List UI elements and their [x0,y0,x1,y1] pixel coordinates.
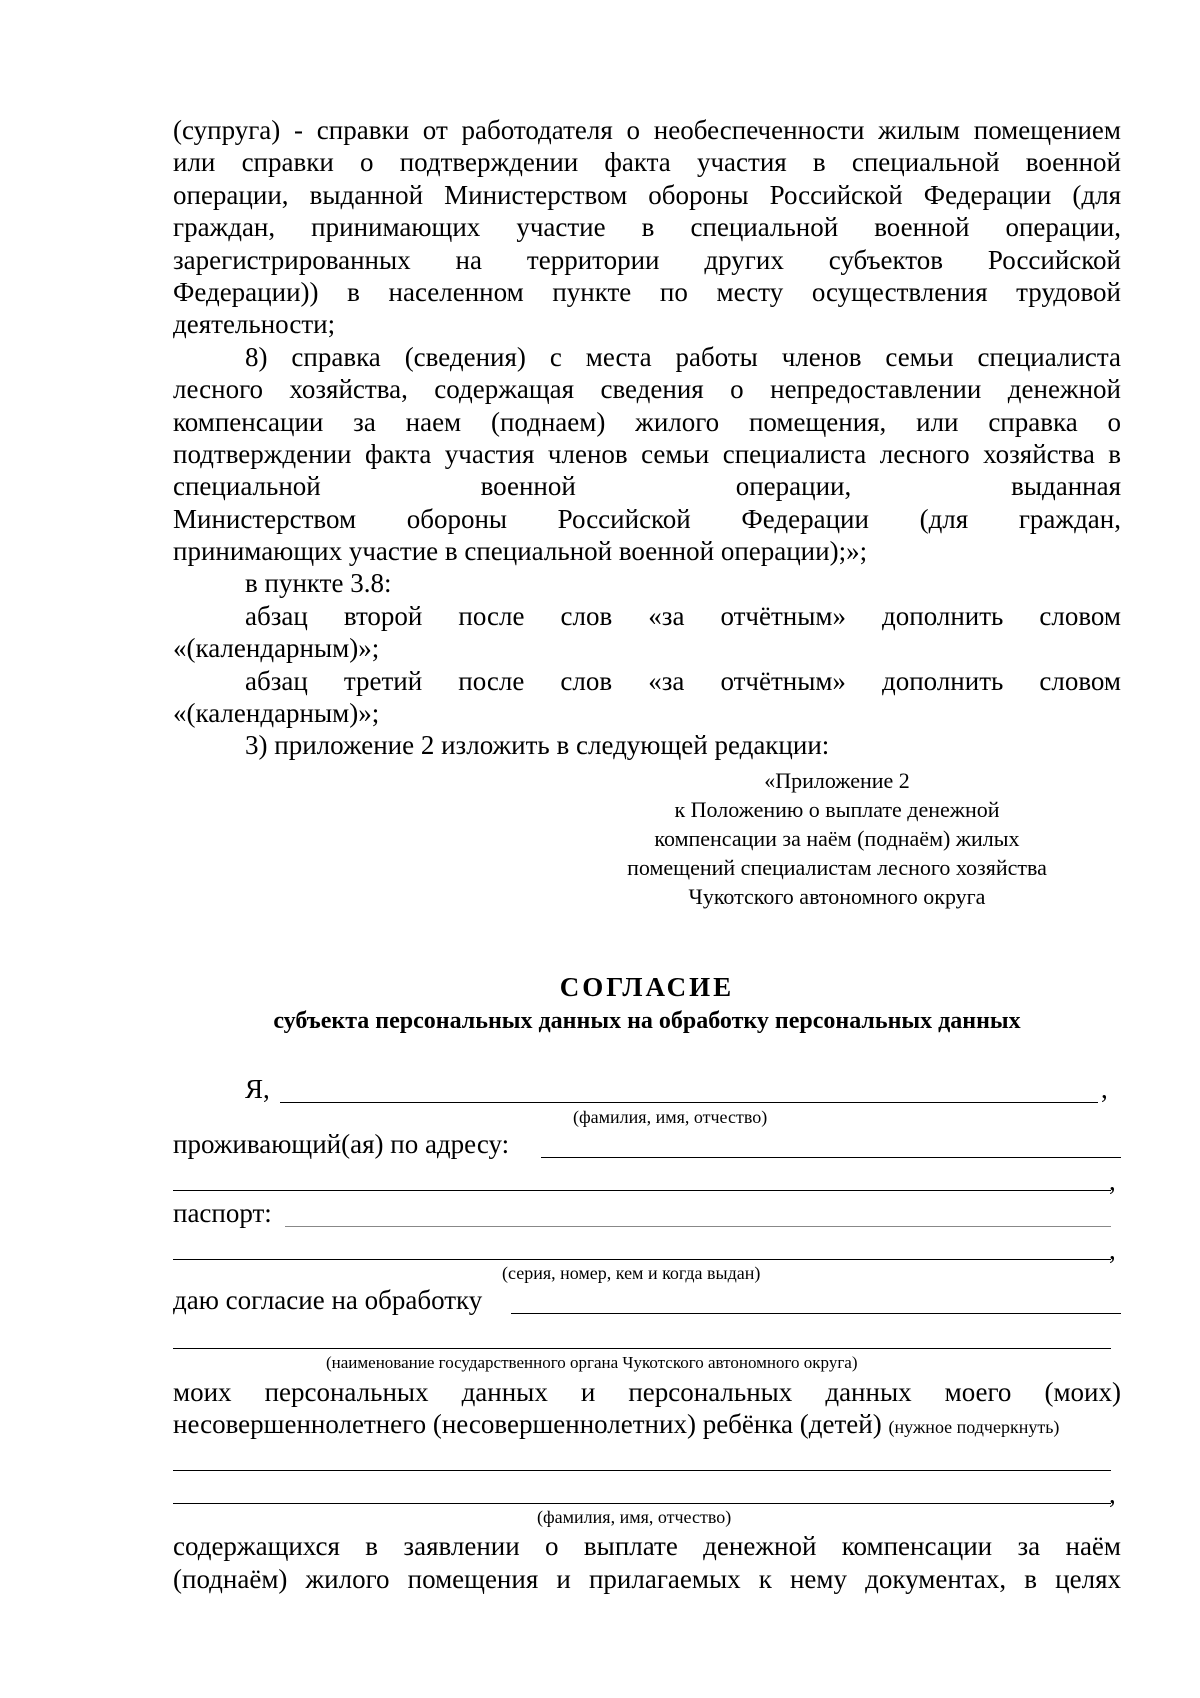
consent-label: даю согласие на обработку [173,1285,483,1315]
appendix-line: Чукотского автономного округа [688,884,986,909]
comma: , [1109,1479,1116,1509]
address-label: проживающий(ая) по адресу: [173,1129,510,1159]
child-field-line2[interactable] [173,1503,1111,1504]
my-data-text: несовершеннолетнего (несовершеннолетних) ребёнка (детей) [173,1409,882,1439]
child-field[interactable] [173,1470,1111,1471]
consent-title: СОГЛАСИЕ [559,972,735,1002]
paragraph-third: абзац третий после слов «за отчётным» дополнить словом [245,665,1121,696]
org-hint: (наименование государственного органа Чукотского автономного округа) [326,1353,858,1372]
paragraph-third-cont: «(календарным)»; [173,698,380,729]
item8-line: принимающих участие в специальной военной операции);»; [173,536,868,567]
comma: , [1101,1074,1108,1104]
my-data-line: моих персональных данных и персональных данных моего (моих) [173,1377,1121,1407]
passport-label: паспорт: [173,1198,272,1228]
appendix-line: к Положению о выплате денежной [674,797,1000,822]
appendix-header [577,766,1097,911]
body-line: операции, выданной Министерством обороны Российской Федерации (для [173,179,1121,210]
paragraph-second-cont: «(календарным)»; [173,633,380,664]
appendix-line: «Приложение 2 [764,768,910,793]
underline-hint: (нужное подчеркнуть) [888,1417,1060,1437]
consent-subtitle: субъекта персональных данных на обработку персональных данных [273,1008,1021,1034]
fio-hint: (фамилия, имя, отчество) [573,1107,768,1127]
final-line: содержащихся в заявлении о выплате денежной компенсации за наём [173,1531,1121,1561]
paragraph-second: абзац второй после слов «за отчётным» дополнить словом [245,600,1121,631]
comma: , [1109,1235,1116,1265]
child-fio-hint: (фамилия, имя, отчество) [537,1507,732,1527]
fio-field[interactable] [280,1102,1098,1103]
body-line: деятельности; [173,309,336,340]
ya-label: Я, [245,1074,270,1104]
item-3: 3) приложение 2 изложить в следующей редакции: [245,730,830,761]
appendix-line: компенсации за наём (поднаём) жилых [654,826,1020,851]
org-field-line2[interactable] [173,1348,1111,1349]
item8-line: подтверждении факта участия членов семьи специалиста лесного хозяйства в [173,438,1121,469]
document-body [173,114,1121,762]
passport-hint: (серия, номер, кем и когда выдан) [502,1263,761,1283]
comma: , [1109,1166,1116,1196]
passport-field-line2[interactable] [173,1259,1111,1260]
item8-line: специальной военной операции, выданная [173,471,1121,502]
org-field[interactable] [511,1313,1121,1314]
body-line: или справки о подтверждении факта участия в специальной военной [173,147,1121,178]
final-line: (поднаём) жилого помещения и прилагаемых к нему документах, в целях [173,1564,1121,1594]
item8-line: 8) справка (сведения) с места работы членов семьи специалиста [245,341,1121,372]
body-line: Федерации)) в населенном пункте по месту осуществления трудовой [173,276,1121,307]
body-line: граждан, принимающих участие в специальной военной операции, [173,212,1121,243]
body-line: зарегистрированных на территории других субъектов Российской [173,244,1121,275]
address-field-line2[interactable] [173,1190,1111,1191]
item8-line: лесного хозяйства, содержащая сведения о непредоставлении денежной [173,374,1121,405]
my-data-line2 [173,1408,1059,1443]
body-line: (супруга) - справки от работодателя о необеспеченности жилым помещением [173,115,1121,145]
address-field[interactable] [541,1157,1121,1158]
clause-3-8: в пункте 3.8: [245,568,392,599]
item8-line: компенсации за наем (поднаем) жилого помещения, или справка о [173,406,1121,437]
item8-line: Министерством обороны Российской Федерации (для граждан, [173,503,1121,534]
appendix-line: помещений специалистам лесного хозяйства [627,855,1047,880]
passport-field[interactable] [285,1226,1111,1227]
